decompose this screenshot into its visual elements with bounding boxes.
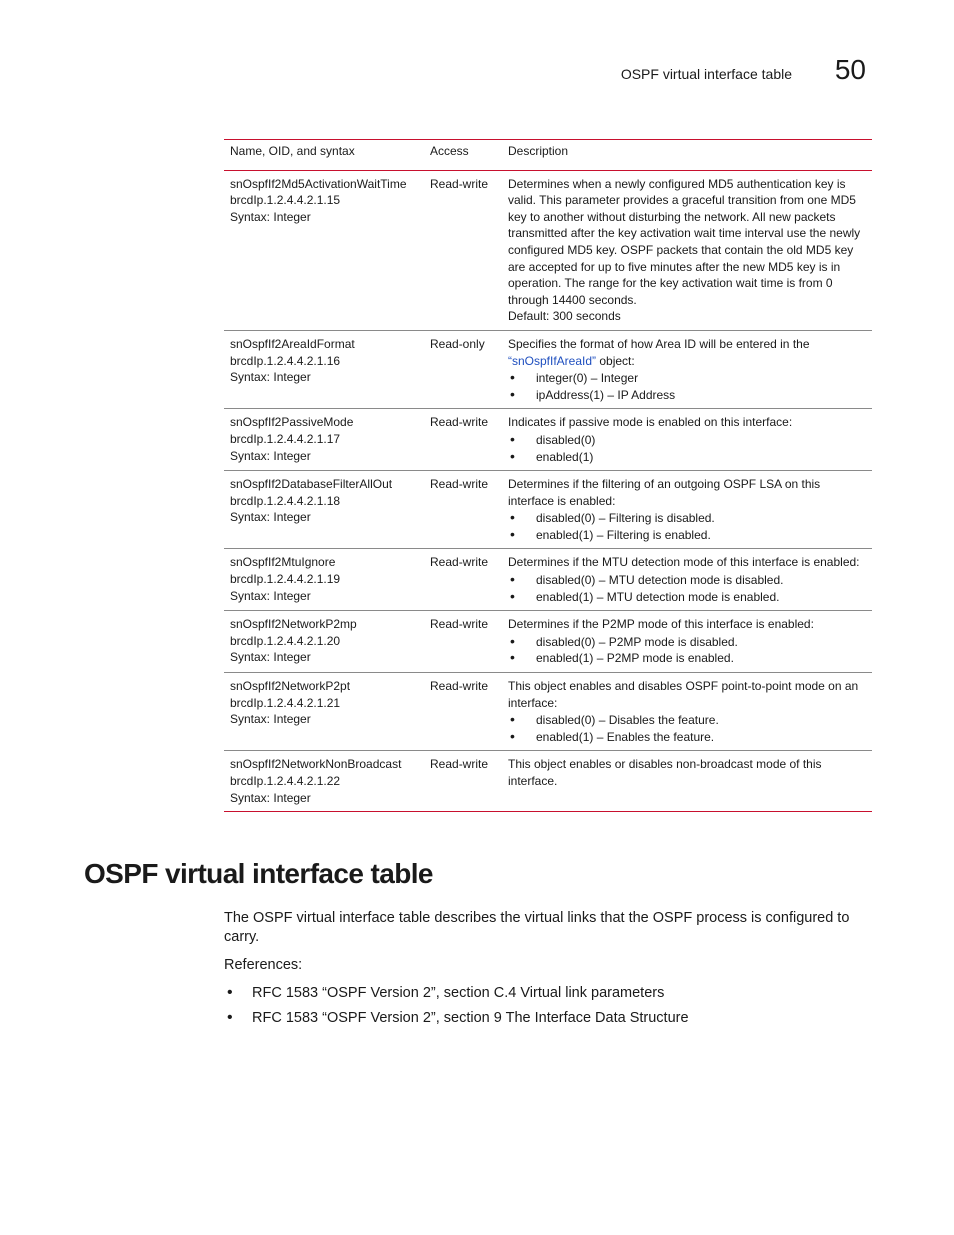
section-heading: OSPF virtual interface table (84, 858, 433, 889)
running-title: OSPF virtual interface table (620, 66, 792, 82)
object-name-cell (224, 471, 424, 549)
object-oid: brcdIp.1.2.4.4.2.1.18 (230, 493, 341, 508)
object-syntax: Syntax: Integer (230, 712, 311, 727)
reference-item: • RFC 1583 “OSPF Version 2”, section 9 The Interface Data Structure (224, 1009, 868, 1028)
description-cell (502, 409, 872, 471)
value-list (508, 572, 866, 605)
access-cell: Read-write (424, 611, 502, 673)
description-text: Specifies the format of how Area ID will be entered in the (508, 336, 810, 351)
object-name: snOspfIf2NetworkP2mp (230, 617, 357, 632)
list-item: • enabled(1) – P2MP mode is enabled. (508, 650, 866, 667)
description-cell (502, 751, 872, 812)
table-row (224, 549, 872, 611)
object-name-cell (224, 409, 424, 471)
object-syntax: Syntax: Integer (230, 510, 311, 525)
value-list (508, 510, 866, 543)
description-cell (502, 611, 872, 673)
object-name-cell (224, 673, 424, 751)
object-oid: brcdIp.1.2.4.4.2.1.20 (230, 633, 341, 648)
access-cell: Read-write (424, 409, 502, 471)
table-row (224, 330, 872, 408)
list-item: • enabled(1) – MTU detection mode is enabled. (508, 589, 866, 606)
object-oid: brcdIp.1.2.4.4.2.1.17 (230, 431, 341, 446)
object-syntax: Syntax: Integer (230, 209, 311, 224)
value-list (508, 370, 866, 403)
object-name-cell (224, 170, 424, 330)
value-list (508, 634, 866, 667)
object-syntax: Syntax: Integer (230, 650, 311, 665)
description-text: Determines if the P2MP mode of this interface is enabled: (508, 617, 814, 632)
object-oid: brcdIp.1.2.4.4.2.1.22 (230, 774, 341, 788)
table-row (224, 409, 872, 471)
object-name: snOspfIf2NetworkNonBroadcast (230, 757, 402, 772)
column-header-access: Access (424, 140, 502, 171)
cross-reference-link[interactable]: “snOspfIfAreaId” (508, 353, 597, 368)
table-header-row (224, 140, 872, 171)
description-cell (502, 471, 872, 549)
object-oid: brcdIp.1.2.4.4.2.1.21 (230, 695, 341, 710)
list-item: • disabled(0) – Disables the feature. (508, 712, 866, 729)
value-list (508, 712, 866, 745)
object-name-cell (224, 611, 424, 673)
list-item: • ipAddress(1) – IP Address (508, 387, 866, 404)
object-syntax: Syntax: Integer (230, 790, 311, 805)
object-name-cell (224, 751, 424, 812)
object-syntax: Syntax: Integer (230, 588, 311, 603)
access-cell: Read-write (424, 549, 502, 611)
table-row (224, 751, 872, 812)
object-name: snOspfIf2Md5ActivationWaitTime (230, 176, 407, 191)
list-item: • enabled(1) – Enables the feature. (508, 729, 866, 746)
table-row (224, 673, 872, 751)
object-name: snOspfIf2NetworkP2pt (230, 679, 351, 694)
reference-item: • RFC 1583 “OSPF Version 2”, section C.4 Virtual link parameters (224, 984, 868, 1003)
description-cell (502, 330, 872, 408)
table-row (224, 170, 872, 330)
description-text: Indicates if passive mode is enabled on this interface: (508, 415, 793, 430)
object-name-cell (224, 330, 424, 408)
description-text: This object enables or disables non-broadcast mode of this interface. (508, 757, 822, 788)
references-label: References: (224, 957, 303, 973)
object-name: snOspfIf2DatabaseFilterAllOut (230, 477, 393, 492)
list-item: • disabled(0) – MTU detection mode is disabled. (508, 572, 866, 589)
description-text-suffix: object: (596, 353, 635, 368)
description-text: Determines if the MTU detection mode of this interface is enabled: (508, 555, 860, 570)
object-name-cell (224, 549, 424, 611)
access-cell: Read-write (424, 673, 502, 751)
object-oid: brcdIp.1.2.4.4.2.1.16 (230, 353, 341, 368)
access-cell: Read-only (424, 330, 502, 408)
column-header-name: Name, OID, and syntax (224, 140, 424, 171)
running-header (500, 54, 868, 90)
table-row (224, 471, 872, 549)
list-item: • enabled(1) – Filtering is enabled. (508, 527, 866, 544)
chapter-number: 50 (834, 54, 866, 85)
column-header-description: Description (502, 140, 872, 171)
description-text: Determines when a newly configured MD5 authentication key is valid. This parameter provides a graceful transition from one MD5 key to another without disturbing the network. All new packets transmitted after the key activation wait time interval use the newly configured MD5 key. OSPF packets that contain the old MD5 key are accepted for up to five minutes after the new MD5 key is in operation. The range for the key activation wait time is from 0 through 14400 seconds. (508, 176, 861, 307)
object-oid: brcdIp.1.2.4.4.2.1.19 (230, 572, 341, 587)
access-cell: Read-write (424, 170, 502, 330)
list-item: • integer(0) – Integer (508, 370, 866, 387)
object-oid: brcdIp.1.2.4.4.2.1.15 (230, 193, 341, 208)
description-cell (502, 549, 872, 611)
table-row (224, 611, 872, 673)
description-text: This object enables and disables OSPF point-to-point mode on an interface: (508, 679, 859, 710)
object-name: snOspfIf2AreaIdFormat (230, 336, 355, 351)
object-syntax: Syntax: Integer (230, 370, 311, 385)
value-list (508, 432, 866, 465)
list-item: • disabled(0) – P2MP mode is disabled. (508, 634, 866, 651)
description-cell (502, 170, 872, 330)
description-cell (502, 673, 872, 751)
object-name: snOspfIf2PassiveMode (230, 415, 354, 430)
description-text: Determines if the filtering of an outgoing OSPF LSA on this interface is enabled: (508, 477, 821, 508)
list-item: • enabled(1) (508, 449, 866, 466)
list-item: • disabled(0) (508, 432, 866, 449)
list-item: • disabled(0) – Filtering is disabled. (508, 510, 866, 527)
references-list (224, 984, 868, 1034)
object-syntax: Syntax: Integer (230, 448, 311, 463)
access-cell: Read-write (424, 471, 502, 549)
object-name: snOspfIf2MtuIgnore (230, 555, 336, 570)
mib-object-table (224, 139, 872, 812)
access-cell: Read-write (424, 751, 502, 812)
description-default: Default: 300 seconds (508, 309, 621, 324)
section-intro-paragraph: The OSPF virtual interface table describes the virtual links that the OSPF process is configured to carry. (224, 910, 850, 945)
